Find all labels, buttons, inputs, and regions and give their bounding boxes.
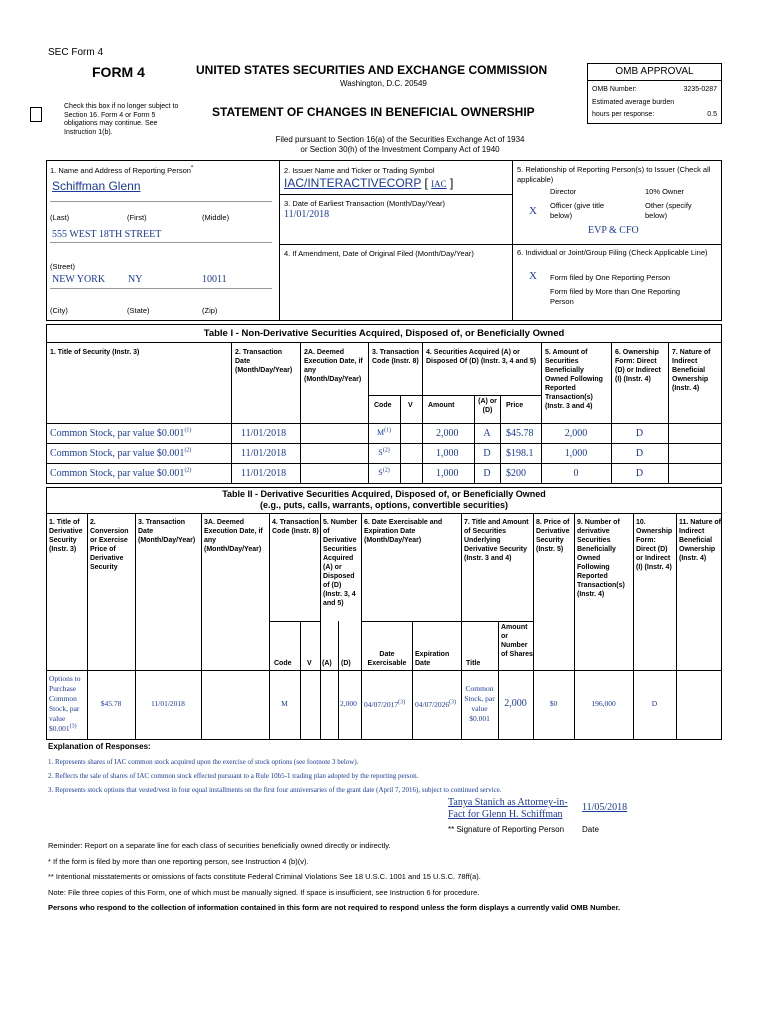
city-value: NEW YORK [52,274,106,285]
table-1-title: Table I - Non-Derivative Securities Acquired, Disposed of, or Beneficially Owned [203,328,565,339]
city-label: (City) [50,306,68,315]
ten-pct-label: 10% Owner [645,187,685,196]
t1-sub-v: V [408,402,413,409]
t1-r2-price: $198.1 [506,448,534,459]
issuer-name-link[interactable]: IAC/INTERACTIVECORP [284,176,422,190]
t2-h4: 4. Transaction Code (Instr. 8) [272,519,320,535]
t1-sub-ad: (A) or (D) [478,398,497,414]
issuer-name: IAC/INTERACTIVECORP [ IAC ] [284,176,454,190]
t1-sub-amount: Amount [428,402,455,409]
street-value: 555 WEST 18TH STREET [52,229,162,240]
sec-form-label: SEC Form 4 [48,47,104,58]
officer-title: EVP & CFO [588,225,639,236]
t2-sub-exercisable: Date Exercisable [367,651,407,667]
t1-h2: 2. Transaction Date (Month/Day/Year) [235,349,293,374]
explanation-notes [48,755,502,797]
issuer-label: 2. Issuer Name and Ticker or Trading Symbol [284,166,435,175]
t2-sub-v: V [307,660,312,667]
t1-r1-price: $45.78 [506,428,534,439]
omb-title: OMB APPROVAL [588,64,721,81]
checkbox-text: Check this box if no longer subject to Section 16. Form 4 or Form 5 obligations may continue. See Instruction 1(b). [64,103,179,136]
t1-sub-price: Price [506,402,524,409]
t1-h4: 4. Securities Acquired (A) or Disposed Of (D) (Instr. 3, 4 and 5) [426,349,537,365]
middle-label: (Middle) [202,213,230,222]
signature-name: Tanya Stanich as Attorney-in- Fact for Glenn H. Schiffman [448,797,568,820]
t1-r1-code: $M^{(1)}$ [376,427,392,437]
t2-r1-price: $45.78 [100,699,122,708]
t2-sub-amount: Amount or Number of Shares [501,624,533,658]
omb-number-label: OMB Number: [592,86,637,93]
t1-r1-date: 11/01/2018 [241,428,287,439]
filing-one-checkmark[interactable]: X [529,270,537,282]
t1-r1-ad: A [483,428,491,439]
footer-note-3: Note: File three copies of this Form, one of which must be manually signed. If space is insufficient, see Instruction 6 for procedure. [48,887,480,897]
t2-h7: 7. Title and Amount of Securities Underlying Derivative Security (Instr. 3 and 4) [464,519,529,562]
t1-r3-code: $S^{(2)}$ [378,467,390,477]
omb-persons-notice: Persons who respond to the collection of information contained in this form are not required to respond unless the form displays a currently valid OMB Number. [48,903,621,912]
t1-r1-title: Common Stock, par value $0.001$^{(1)}$ [50,427,192,439]
t1-r2-form: D [635,448,644,459]
reminder-text: Reminder: Report on a separate line for each class of securities beneficially owned directly or indirectly. [48,841,391,850]
t2-h9: 9. Number of derivative Securities Beneficially Owned Following Reported Transaction(s) (Instr. 4) [577,519,625,598]
t2-h8: 8. Price of Derivative Security (Instr. 5) [536,519,570,553]
t2-h2: 2. Conversion or Exercise Price of Derivative Security [90,519,129,571]
reporting-person-label: 1. Name and Address of Reporting Person* [50,165,194,175]
state-label: (State) [127,306,150,315]
officer-label: Officer (give title below) [550,201,605,220]
t2-h3a: 3A. Deemed Execution Date, if any (Month/Day/Year) [204,519,263,553]
date-label: Date [582,825,599,834]
form-title: FORM 4 [92,64,145,80]
t2-h1: 1. Title of Derivative Security (Instr. 3) [49,519,83,553]
t1-h5: 5. Amount of Securities Beneficially Owned Following Reported Transaction(s) (Instr. 3 and 4) [545,349,603,410]
footnote-1: 1. Represents shares of IAC common stock acquired upon the exercise of stock options (see footnote 3 below). [48,758,359,766]
t2-r1-deriv-price: $0 [549,699,558,708]
first-label: (First) [127,213,147,222]
t1-r1-amount: 2,000 [436,428,459,439]
t2-r1-exercisable: 04/07/2017$^{(3)}$ [364,699,406,709]
omb-approval-box [587,63,722,124]
commission-title: UNITED STATES SECURITIES AND EXCHANGE COMMISSION [196,63,548,77]
explanation-title: Explanation of Responses: [48,742,151,751]
table-2-title: Table II - Derivative Securities Acquired, Disposed of, or Beneficially Owned (e.g., puts, calls, warrants, options, convertible securities) [222,489,546,510]
statement-title: STATEMENT OF CHANGES IN BENEFICIAL OWNERSHIP [212,105,535,119]
t2-r1-owned: 196,000 [591,699,616,708]
t1-h2a: 2A. Deemed Execution Date, if any (Month/Day/Year) [304,349,363,383]
footnote-3: 3. Represents stock options that vested/vest in four equal installments on the first four anniversaries of the grant date (April 7, 2016), subject to continued service. [48,786,502,794]
t1-r3-amount: 1,000 [436,468,459,479]
t2-sub-title: Title [466,660,481,667]
t2-h6: 6. Date Exercisable and Expiration Date (Month/Day/Year) [364,519,443,544]
issuer-ticker[interactable]: IAC [431,179,447,189]
t2-r1-form: D [651,699,658,708]
t2-sub-code: Code [274,660,292,667]
t1-r3-owned: 0 [573,468,579,479]
street-label: (Street) [50,262,76,271]
last-label: (Last) [50,213,70,222]
footnote-2: 2. Reflects the sale of shares of IAC common stock effected pursuant to a Rule 10b5-1 trading plan adopted by the reporting person. [48,772,419,780]
t2-r1-code: M [281,699,288,708]
t1-r3-price: $200 [506,468,526,479]
filed-pursuant: Filed pursuant to Section 16(a) of the Securities Exchange Act of 1934 or Section 30(h) of the Investment Company Act of 1940 [275,135,525,154]
no-longer-subject-checkbox[interactable] [30,107,42,122]
filing-one-label: Form filed by One Reporting Person [550,273,671,282]
reporting-person-name[interactable]: Schiffman Glenn [52,179,141,193]
other-label: Other (specify below) [645,201,692,220]
zip-label: (Zip) [202,306,218,315]
t1-r1-owned: 2,000 [564,428,588,439]
t1-h6: 6. Ownership Form: Direct (D) or Indirect (I) (Instr. 4) [615,349,661,383]
filing-label: 6. Individual or Joint/Group Filing (Check Applicable Line) [517,248,708,257]
t1-r2-date: 11/01/2018 [241,448,287,459]
t2-h10: 10. Ownership Form: Direct (D) or Indirect (I) (Instr. 4) [636,519,673,571]
t2-sub-expiration: Expiration Date [415,651,450,667]
t2-r1-u-title: Common Stock, par value $0.001 [464,684,495,723]
officer-checkmark[interactable]: X [529,205,537,217]
t1-r3-ad: D [483,468,491,479]
omb-burden-label: Estimated average burden [592,99,675,106]
amendment-label: 4. If Amendment, Date of Original Filed (Month/Day/Year) [284,249,474,258]
earliest-date-value: 11/01/2018 [284,209,330,220]
omb-hours-label: hours per response: [592,111,655,118]
omb-number-value: 3235-0287 [683,86,717,93]
t1-r2-code: $S^{(2)}$ [378,447,390,457]
signature-label: ** Signature of Reporting Person [448,825,565,834]
t1-h7: 7. Nature of Indirect Beneficial Ownership (Instr. 4) [672,349,711,392]
earliest-date-label: 3. Date of Earliest Transaction (Month/Day/Year) [284,199,446,208]
t2-sub-a: (A) [322,660,332,667]
t2-sub-d: (D) [341,660,351,667]
t1-sub-code: Code [374,402,392,409]
t1-r3-date: 11/01/2018 [241,468,287,479]
t2-h11: 11. Nature of Indirect Beneficial Ownership (Instr. 4) [679,519,722,562]
filing-more-label: Form filed by More than One Reporting Person [550,287,681,306]
t2-r1-u-amount: 2,000 [504,698,527,709]
t1-r2-owned: 1,000 [564,448,588,459]
footer-note-2: ** Intentional misstatements or omissions of facts constitute Federal Criminal Violations See 18 U.S.C. 1001 and 15 U.S.C. 78ff(a). [48,872,481,881]
t1-r3-title: Common Stock, par value $0.001$^{(2)}$ [50,467,192,479]
t2-h3: 3. Transaction Date (Month/Day/Year) [138,519,196,544]
t1-h3: 3. Transaction Code (Instr. 8) [372,349,420,365]
t1-r3-form: D [635,468,644,479]
t1-r2-title: Common Stock, par value $0.001$^{(2)}$ [50,447,192,459]
state-value: NY [128,274,143,285]
t2-r1-title: Options to Purchase Common Stock, par value $0.001$^{(3)}$ [49,674,81,733]
commission-address: Washington, D.C. 20549 [340,79,427,88]
t1-h1: 1. Title of Security (Instr. 3) [50,349,140,356]
t1-r2-amount: 1,000 [436,448,459,459]
zip-value: 10011 [202,274,227,285]
relationship-label: 5. Relationship of Reporting Person(s) to Issuer (Check all applicable) [517,165,711,184]
omb-hours-value: 0.5 [707,111,717,118]
footer-notes [48,838,620,916]
director-label: Director [550,187,577,196]
t1-r2-ad: D [483,448,491,459]
t1-r1-form: D [635,428,644,439]
t2-h5: 5. Number of Derivative Securities Acquired (A) or Disposed of (D) (Instr. 3, 4 and 5) [323,519,358,607]
t2-r1-date: 11/01/2018 [151,699,185,708]
t2-r1-d: 2,000 [340,699,357,708]
footer-note-1: * If the form is filed by more than one reporting person, see Instruction 4 (b)(v). [48,856,309,866]
t2-r1-expiration: 04/07/2026$^{(3)}$ [415,699,457,709]
signature-date: 11/05/2018 [582,802,628,813]
